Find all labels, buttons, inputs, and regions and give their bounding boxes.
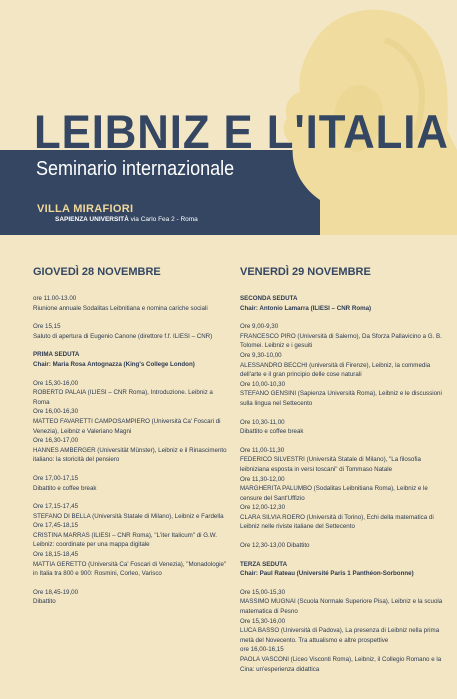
program-entry: Riunione annuale Sodalitas Leibnitiana e nomina cariche sociali bbox=[33, 304, 208, 312]
program-entry: Dibattito e coffee break bbox=[240, 428, 304, 436]
venue-name: VILLA MIRAFIORI bbox=[37, 203, 134, 215]
program-entry: SECONDA SEDUTA bbox=[240, 295, 298, 302]
program-entry: Ore 17,00-17,15 bbox=[33, 474, 79, 482]
program-entry: Ore 16,00-16,30 bbox=[33, 408, 79, 416]
program-entry: MATTIA GERETTO (Università Ca' Foscari di Venezia), "Monadologie" in Italia tra 800 e 900: Rosmini, Corleo, Varisco bbox=[33, 560, 227, 578]
address-university: SAPIENZA UNIVERSITÀ bbox=[55, 216, 129, 223]
program-entry: Dibattito e coffee break bbox=[33, 484, 97, 492]
program-entry: CLARA SILVIA ROERO (Università di Torino), Echi della matematica di Leibniz nelle riviste italiane del Settecento bbox=[240, 513, 434, 531]
program-entry: Ore 16,30-17,00 bbox=[33, 437, 79, 445]
program-entry: Ore 15,00-15,30 bbox=[240, 588, 286, 596]
program-entry: Ore 17,45-18,15 bbox=[33, 522, 79, 530]
program-entry: Chair: Antonio Lamarra (ILIESI – CNR Roma) bbox=[240, 304, 372, 312]
program-entry: Ore 9,30-10,00 bbox=[240, 351, 282, 359]
address-street: via Carlo Fea 2 - Roma bbox=[130, 216, 198, 223]
program-entry: Ore 10,30-11,00 bbox=[240, 418, 285, 426]
program-entry: FEDERICO SILVESTRI (Università Statale di Milano), "La filosofia leibniziana esposta in versi toscani" di Tommaso Natale bbox=[240, 456, 421, 473]
program-entry: ROBERTO PALAIA (ILIESI – CNR Roma), Introduzione. Leibniz a Roma bbox=[33, 389, 213, 406]
program-entry: STEFANO DI BELLA (Università Statale di Milano), Leibniz e Fardella bbox=[33, 512, 224, 520]
day2-title: VENERDÌ 29 NOVEMBRE bbox=[240, 266, 371, 278]
program-entry: Ore 12,00-12,30 bbox=[240, 504, 286, 512]
day1-title: GIOVEDÌ 28 NOVEMBRE bbox=[33, 266, 161, 278]
program-entry: Ore 15,30-16,00 bbox=[240, 617, 286, 625]
program-entry: STEFANO GENSINI (Sapienza Università Roma), Leibniz e le discussioni sulla lingua nel Settecento bbox=[240, 390, 442, 407]
venue-address bbox=[55, 216, 198, 223]
poster-subtitle: Seminario internazionale bbox=[36, 158, 235, 180]
program-entry: MARGHERITA PALUMBO (Sodalitas Leibnitiana Roma), Leibniz e le censure del Sant'Uffizio bbox=[240, 485, 428, 502]
program-entry: Ore 9,00-9,30 bbox=[240, 323, 279, 331]
program-entry: PRIMA SEDUTA bbox=[33, 351, 80, 359]
program-entry: Dibattito bbox=[33, 598, 56, 606]
program-entry: Ore 11,00-11,30 bbox=[240, 446, 285, 454]
program-entry: Ore 17,15-17,45 bbox=[33, 503, 79, 511]
program-entry: Chair: Paul Rateau (Université Paris 1 Panthéon-Sorbonne) bbox=[240, 570, 414, 578]
day2-program bbox=[240, 294, 445, 674]
program-entry: TERZA SEDUTA bbox=[240, 560, 288, 568]
program-entry: MASSIMO MUGNAI (Scuola Normale Superiore Pisa), Leibniz e la scuola matematica di Pesno bbox=[240, 598, 443, 616]
poster-title: LEIBNIZ E L'ITALIA bbox=[34, 105, 449, 158]
program-entry: Ore 18,15-18,45 bbox=[33, 551, 79, 559]
program-entry: Ore 12,30-13,00 Dibattito bbox=[240, 542, 310, 550]
program-entry: Saluto di apertura di Eugenio Canone (direttore f.f. ILIESI – CNR) bbox=[33, 332, 213, 340]
program-entry: Chair: Maria Rosa Antognazza (King's College London) bbox=[33, 360, 195, 368]
program-entry: LUCA BASSO (Università di Padova), La presenza di Leibniz nella prima metà del Novecento. Tra attualismo e altre prospettive bbox=[240, 627, 440, 644]
program-entry: Ore 10,00-10,30 bbox=[240, 380, 286, 388]
day2-column bbox=[240, 266, 445, 674]
program-entry: FRANCESCO PIRO (Università di Salerno), Da Sforza Pallavicino a G. B. Tolomei. Leibniz e i gesuiti bbox=[240, 332, 442, 350]
program-entry: PAOLA VASCONI (Liceo Visconti Roma), Leibniz, il Collegio Romano e la Cina: un'esperienza didattica bbox=[240, 656, 442, 673]
program-entry: MATTEO FAVARETTI CAMPOSAMPIERO (Università Ca' Foscari di Venezia), Leibniz e Valeriano Magni bbox=[33, 417, 221, 435]
program-entry: Ore 15,30-16,00 bbox=[33, 379, 79, 387]
program-entry: ore 11.00-13.00 bbox=[33, 295, 77, 302]
day1-column bbox=[33, 266, 228, 607]
program-entry: Ore 18,45-19,00 bbox=[33, 588, 79, 596]
program-entry: ore 16,00-16,15 bbox=[240, 646, 284, 654]
day1-program bbox=[33, 294, 228, 607]
program-entry: Ore 15,15 bbox=[33, 323, 61, 331]
program-entry: HANNES AMBERGER (Universität Münster), Leibniz e il Rinascimento italiano: la storicità del pensiero bbox=[33, 446, 227, 464]
program-entry: ALESSANDRO BECCHI (università di Firenze), Leibniz, la commedia dell'arte e il gran principio delle cose naturali bbox=[240, 361, 431, 379]
program-entry: Ore 11,30-12,00 bbox=[240, 475, 285, 483]
program-entry: CRISTINA MARRAS (ILIESI – CNR Roma), "L'iter Italicum" di G.W. Leibniz: coordinate per una mappa digitale bbox=[33, 531, 218, 549]
